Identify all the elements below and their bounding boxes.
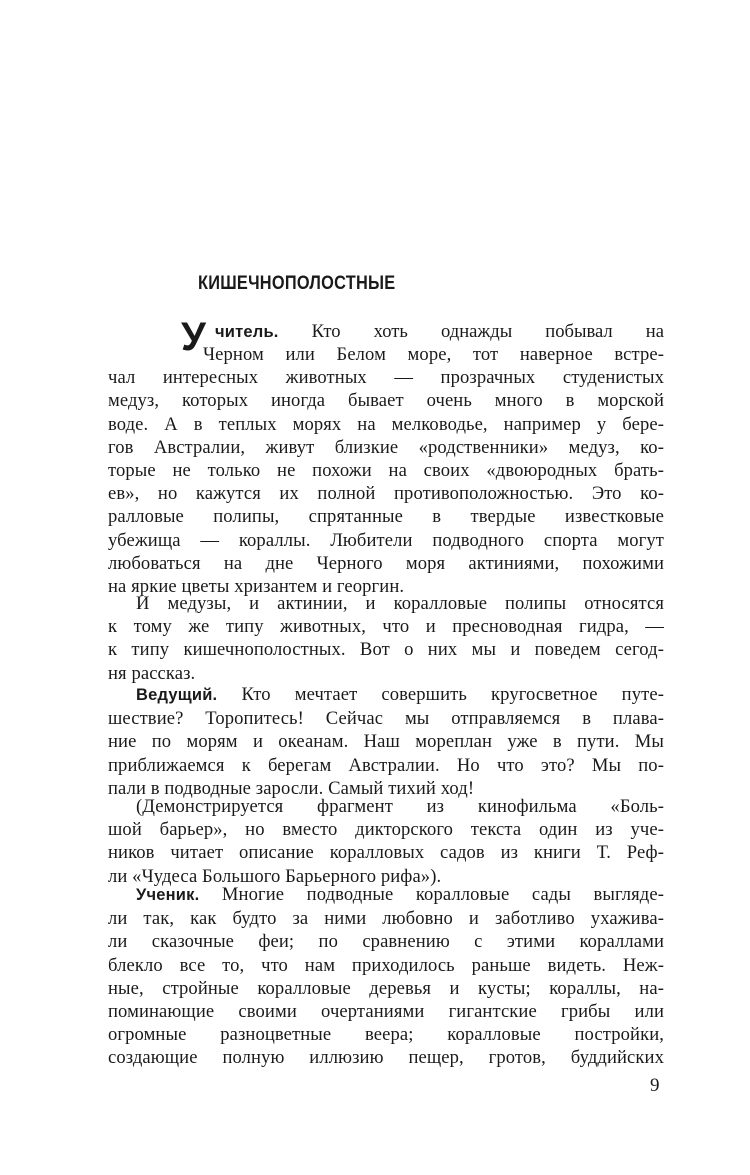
page-number: 9	[650, 1075, 660, 1096]
text-line: торые не только не похожи на своих «двоюродных брать-	[108, 460, 664, 482]
text-line: медуз, которых иногда бывает очень много в морской	[108, 390, 664, 412]
text-line: ев», но кажутся их полной противоположностью. Это ко-	[108, 483, 664, 505]
text-line: к типу кишечнополостных. Вот о них мы и поведем сегод-	[108, 639, 664, 661]
para5-first-line-text: Многие подводные коралловые сады выгляде-	[199, 884, 664, 905]
text-line: ников читает описание коралловых садов из книги Т. Реф-	[108, 842, 664, 864]
text-line: ли «Чудеса Большого Барьерного рифа»).	[108, 865, 442, 887]
paragraph-4	[108, 795, 664, 888]
text-line: ли так, как будто за ними любовно и заботливо ухажива-	[108, 908, 664, 930]
text-line: поминающие своими очертаниями гигантские грибы или	[108, 1001, 664, 1023]
text-line: воде. А в теплых морях на мелководье, например у бере-	[108, 413, 664, 435]
text-line: огромные разноцветные веера; коралловые постройки,	[108, 1024, 664, 1046]
paragraph-2	[108, 592, 664, 685]
text-line: блекло все то, что нам приходилось раньше видеть. Неж-	[108, 954, 664, 976]
speaker-teacher: читель.	[215, 323, 279, 341]
text-line: (Демонстрируется фрагмент из кинофильма «Боль-	[136, 796, 664, 817]
text-line: чал интересных животных — прозрачных студенистых	[108, 367, 664, 389]
para1-first-line	[215, 320, 664, 344]
speaker-host: Ведущий.	[136, 686, 218, 704]
text-line: пали в подводные заросли. Самый тихий ход!	[108, 777, 475, 799]
text-line: ные, стройные коралловые деревья и кусты; кораллы, на-	[108, 977, 664, 999]
text-line: ли сказочные феи; по сравнению с этими кораллами	[108, 931, 664, 953]
text-line: ние по морям и океанам. Наш мореплан уже в пути. Мы	[108, 731, 664, 753]
text-line: создающие полную иллюзию пещер, гротов, буддийских	[108, 1047, 664, 1069]
text-line: Черном или Белом море, тот наверное встре-	[203, 344, 664, 365]
text-line: гов Австралии, живут близкие «родственники» медуз, ко-	[108, 436, 664, 458]
text-line	[108, 883, 664, 907]
text-line: к тому же типу животных, что и пресноводная гидра, —	[108, 616, 664, 638]
speaker-student: Ученик.	[136, 886, 200, 904]
drop-cap: У	[181, 315, 206, 359]
text-line: ня рассказ.	[108, 662, 196, 684]
text-line: И медузы, и актинии, и коралловые полипы относятся	[136, 593, 664, 614]
section-heading: КИШЕЧНОПОЛОСТНЫЕ	[198, 273, 396, 294]
para3-first-line-text: Кто мечтает совершить кругосветное путе-	[217, 684, 664, 705]
text-line: ралловые полипы, спрятанные в твердые известковые	[108, 506, 664, 528]
paragraph-3	[108, 683, 664, 800]
para1-first-line-text: Кто хоть однажды побывал на	[278, 321, 664, 342]
text-line: убежища — кораллы. Любители подводного спорта могут	[108, 529, 664, 551]
paragraph-5	[108, 883, 664, 1070]
paragraph-1	[108, 343, 664, 598]
text-line	[108, 683, 664, 707]
text-line: шой барьер», но вместо дикторского текста один из уче-	[108, 819, 664, 841]
text-line: любоваться на дне Черного моря актиниями, похожими	[108, 552, 664, 574]
text-line: приближаемся к берегам Австралии. Но что это? Мы по-	[108, 754, 664, 776]
text-line: на яркие цветы хризантем и георгин.	[108, 576, 405, 598]
text-line: шествие? Торопитесь! Сейчас мы отправляемся в плава-	[108, 708, 664, 730]
